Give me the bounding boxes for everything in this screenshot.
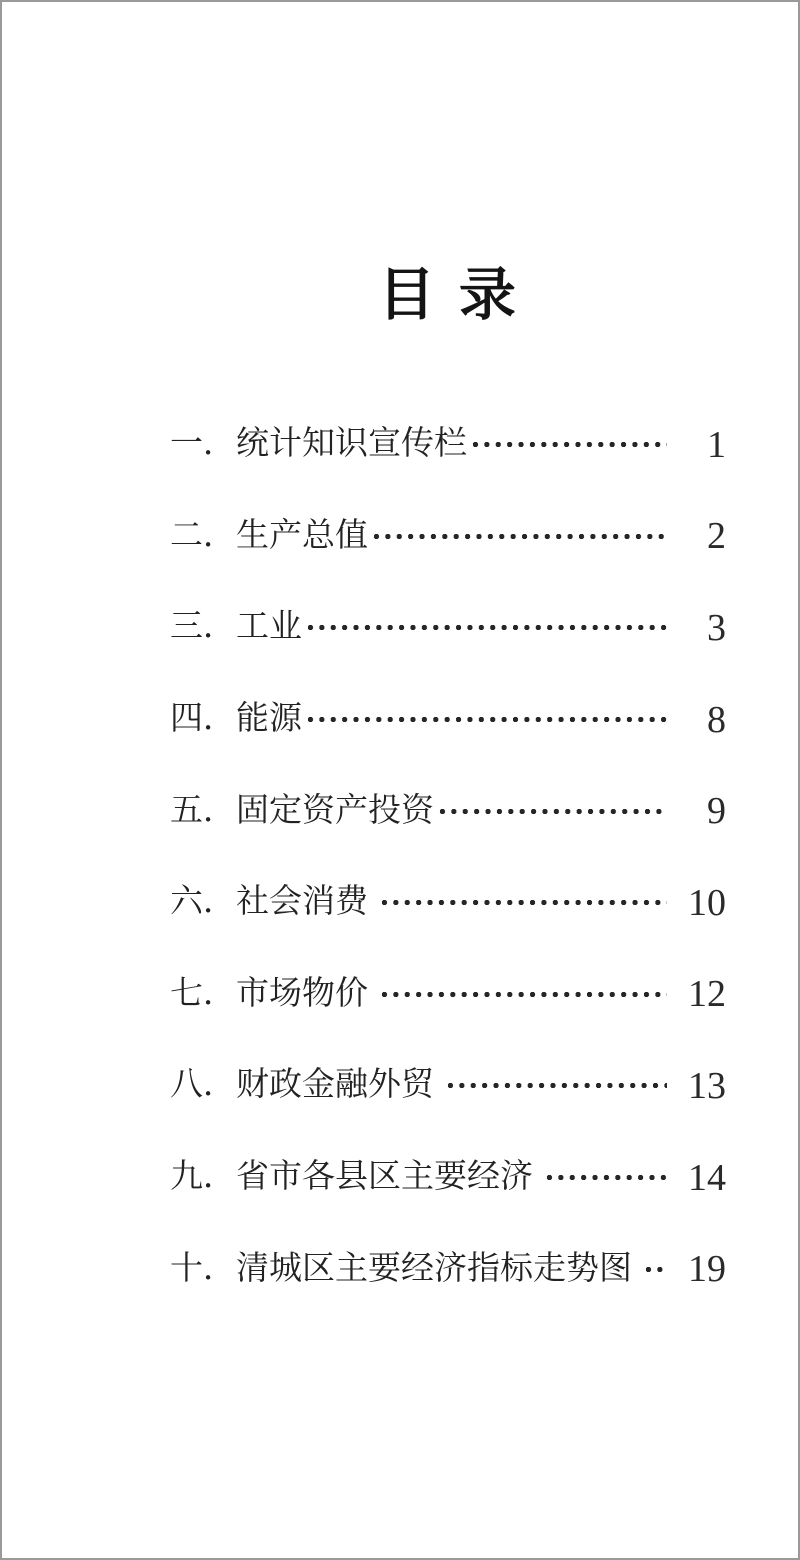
toc-item	[170, 1132, 726, 1224]
toc-item	[170, 399, 726, 491]
page-content	[170, 2, 726, 1558]
page-title: 目 录	[378, 262, 518, 328]
toc-item-label: 五．固定资产投资	[170, 792, 434, 829]
toc-list	[170, 399, 726, 1315]
dot-leader	[371, 533, 667, 540]
toc-item	[170, 765, 726, 857]
toc-item-label: 四．能源	[170, 701, 302, 738]
dot-leader	[379, 899, 667, 906]
toc-item-label: 七．市场物价	[170, 975, 377, 1012]
toc-item-page: 19	[688, 1248, 726, 1291]
toc-item-label: 六．社会消费	[170, 884, 377, 921]
toc-item-label: 三．工业	[170, 609, 302, 646]
toc-item	[170, 1223, 726, 1315]
dot-leader	[470, 441, 667, 448]
toc-item-label: 九．省市各县区主要经济	[170, 1159, 542, 1196]
toc-item-page: 8	[707, 698, 726, 741]
toc-item-label: 八．财政金融外贸	[170, 1067, 443, 1104]
toc-item	[170, 491, 726, 583]
toc-item-page: 10	[688, 881, 726, 924]
toc-item-page: 9	[707, 790, 726, 833]
dot-leader	[305, 716, 667, 723]
toc-item-label: 十．清城区主要经济指标走势图	[170, 1250, 641, 1287]
toc-item	[170, 1040, 726, 1132]
toc-item-page: 12	[688, 973, 726, 1016]
toc-item-page: 3	[707, 606, 726, 649]
toc-item-label: 二．生产总值	[170, 517, 368, 554]
toc-item-page: 13	[688, 1064, 726, 1107]
dot-leader	[437, 808, 667, 815]
toc-item-label: 一．统计知识宣传栏	[170, 426, 467, 463]
dot-leader	[379, 991, 667, 998]
dot-leader	[544, 1174, 667, 1181]
toc-item	[170, 674, 726, 766]
toc-item-page: 14	[688, 1156, 726, 1199]
toc-item-page: 1	[707, 423, 726, 466]
toc-item	[170, 857, 726, 949]
toc-item-page: 2	[707, 515, 726, 558]
dot-leader	[445, 1082, 667, 1089]
toc-item	[170, 582, 726, 674]
toc-item	[170, 949, 726, 1041]
dot-leader	[643, 1266, 667, 1273]
dot-leader	[305, 624, 667, 631]
